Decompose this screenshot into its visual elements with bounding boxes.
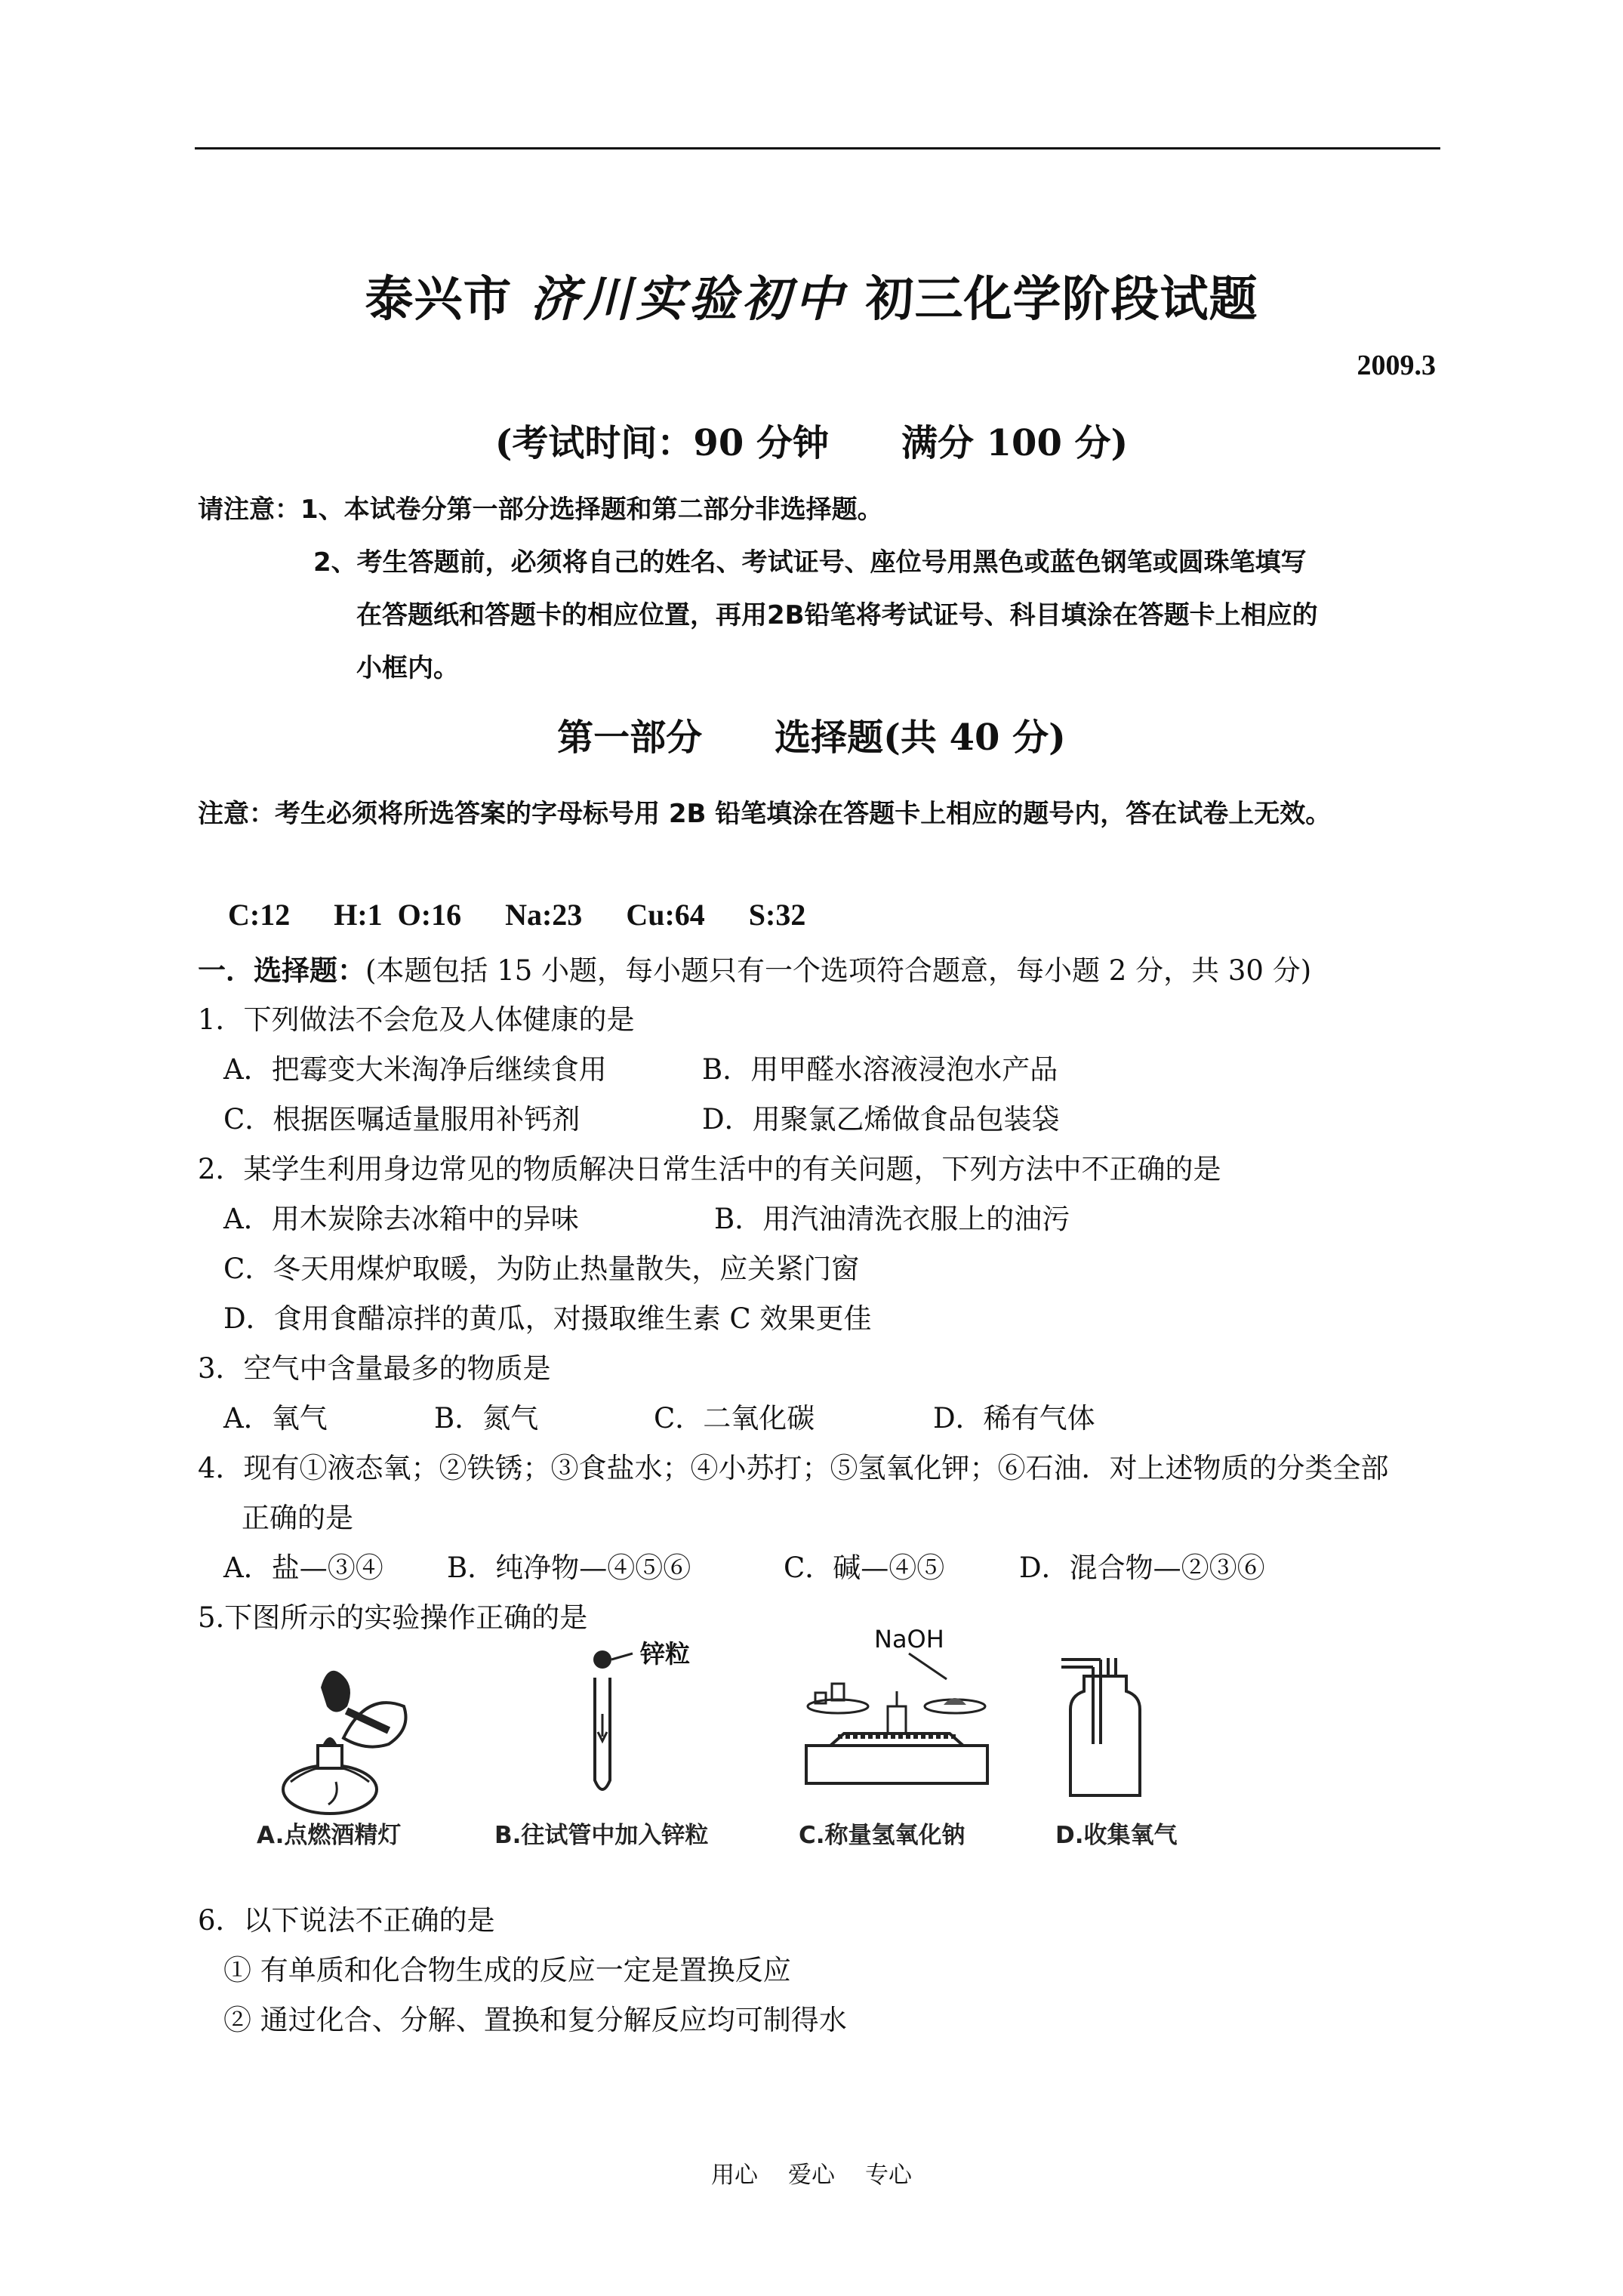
title-school: 济川实验初中	[530, 271, 848, 328]
page-title	[0, 260, 1623, 330]
q4-option-b: B．纯净物—④⑤⑥	[447, 1552, 691, 1584]
exam-date: 2009.3	[1357, 350, 1436, 381]
q4-option-a: A．盐—③④	[223, 1552, 383, 1584]
alcohol-lamp-drawing	[276, 1646, 427, 1820]
q1-option-b: B．用甲醛水溶液浸泡水产品	[702, 1053, 1058, 1086]
section-label: 一．选择题：	[198, 954, 365, 987]
title-subject: 初三化学阶段试题	[865, 271, 1258, 328]
q2-option-a: A．用木炭除去冰箱中的异味	[223, 1203, 579, 1235]
naoh-pointer-line	[906, 1652, 951, 1682]
q5-stem: 5.下图所示的实验操作正确的是	[198, 1601, 588, 1634]
caption-test-tube: B.往试管中加入锌粒	[494, 1822, 709, 1849]
atomic-masses	[228, 897, 849, 932]
q3-stem: 3．空气中含量最多的物质是	[198, 1352, 551, 1385]
notice-label: 请注意：	[198, 495, 300, 525]
q2-option-b: B．用汽油清洗衣服上的油污	[714, 1203, 1070, 1235]
footer-word-3: 专心	[865, 2162, 912, 2189]
notice-item-2-line-3: 小框内。	[356, 653, 459, 683]
atomic-mass-cu: Cu:64	[626, 898, 705, 932]
balance-drawing	[800, 1661, 996, 1797]
footer-word-1: 用心	[711, 2162, 758, 2189]
atomic-mass-s: S:32	[748, 898, 806, 932]
footer-word-2: 爱心	[788, 2162, 835, 2189]
label-zinc: 锌粒	[640, 1639, 690, 1669]
atomic-mass-h: H:1	[334, 898, 383, 932]
notice-item-2-line-2: 在答题纸和答题卡的相应位置，再用2B铅笔将考试证号、科目填涂在答题卡上相应的	[356, 600, 1318, 630]
section-description: (本题包括 15 小题，每小题只有一个选项符合题意，每小题 2 分，共 30 分)	[365, 954, 1312, 987]
gas-bottle-drawing	[1057, 1653, 1163, 1804]
q4-stem-line-1: 4．现有①液态氧；②铁锈；③食盐水；④小苏打；⑤氢氧化钾；⑥石油．对上述物质的分类全部	[198, 1452, 1389, 1484]
notice-item-2-line-1: 2、考生答题前，必须将自己的姓名、考试证号、座位号用黑色或蓝色钢笔或圆珠笔填写	[313, 547, 1307, 578]
q1-option-c: C．根据医嘱适量服用补钙剂	[223, 1103, 581, 1136]
q1-option-a: A．把霉变大米淘净后继续食用	[223, 1053, 607, 1086]
caption-balance: C.称量氢氧化钠	[799, 1822, 965, 1849]
atomic-mass-c: C:12	[228, 898, 291, 932]
figure-gas-bottle	[1057, 1653, 1163, 1808]
part1-heading: 第一部分 选择题(共 40 分)	[557, 717, 1066, 759]
atomic-mass-o: O:16	[397, 898, 462, 932]
q3-option-c: C．二氧化碳	[654, 1402, 815, 1435]
q2-option-c: C．冬天用煤炉取暖，为防止热量散失，应关紧门窗	[223, 1253, 860, 1285]
q1-stem: 1．下列做法不会危及人体健康的是	[198, 1003, 635, 1036]
q3-option-b: B．氮气	[434, 1402, 539, 1435]
q2-stem: 2．某学生利用身边常见的物质解决日常生活中的有关问题，下列方法中不正确的是	[198, 1153, 1221, 1185]
title-city: 泰兴市	[365, 271, 513, 328]
part1-note: 注意：考生必须将所选答案的字母标号用 2B 铅笔填涂在答题卡上相应的题号内，答在试卷上无效。	[198, 799, 1332, 829]
q3-option-a: A．氧气	[223, 1402, 328, 1435]
q4-option-d: D．混合物—②③⑥	[1019, 1552, 1265, 1584]
page-footer	[0, 2156, 1623, 2190]
header-rule	[195, 147, 1440, 149]
q3-option-d: D．稀有气体	[933, 1402, 1095, 1435]
q6-statement-1: ① 有单质和化合物生成的反应一定是置换反应	[223, 1954, 791, 1986]
figure-balance	[800, 1661, 996, 1800]
exam-info: (考试时间：90 分钟 满分 100 分)	[494, 422, 1129, 464]
q4-stem-line-2: 正确的是	[242, 1502, 353, 1534]
q2-option-d: D．食用食醋凉拌的黄瓜，对摄取维生素 C 效果更佳	[223, 1302, 872, 1335]
caption-gas-bottle: D.收集氧气	[1055, 1822, 1178, 1849]
section-title	[198, 948, 1311, 988]
figure-alcohol-lamp	[276, 1646, 427, 1823]
notice-item-1: 1、本试卷分第一部分选择题和第二部分非选择题。	[300, 495, 883, 525]
atomic-mass-na: Na:23	[505, 898, 583, 932]
q6-statement-2: ② 通过化合、分解、置换和复分解反应均可制得水	[223, 2004, 847, 2036]
notice-line-1	[198, 488, 883, 525]
q6-stem: 6．以下说法不正确的是	[198, 1904, 495, 1937]
q1-option-d: D．用聚氯乙烯做食品包装袋	[702, 1103, 1060, 1136]
caption-alcohol-lamp: A.点燃酒精灯	[257, 1822, 402, 1849]
label-naoh: NaOH	[874, 1625, 944, 1653]
q4-option-c: C．碱—④⑤	[784, 1552, 945, 1584]
